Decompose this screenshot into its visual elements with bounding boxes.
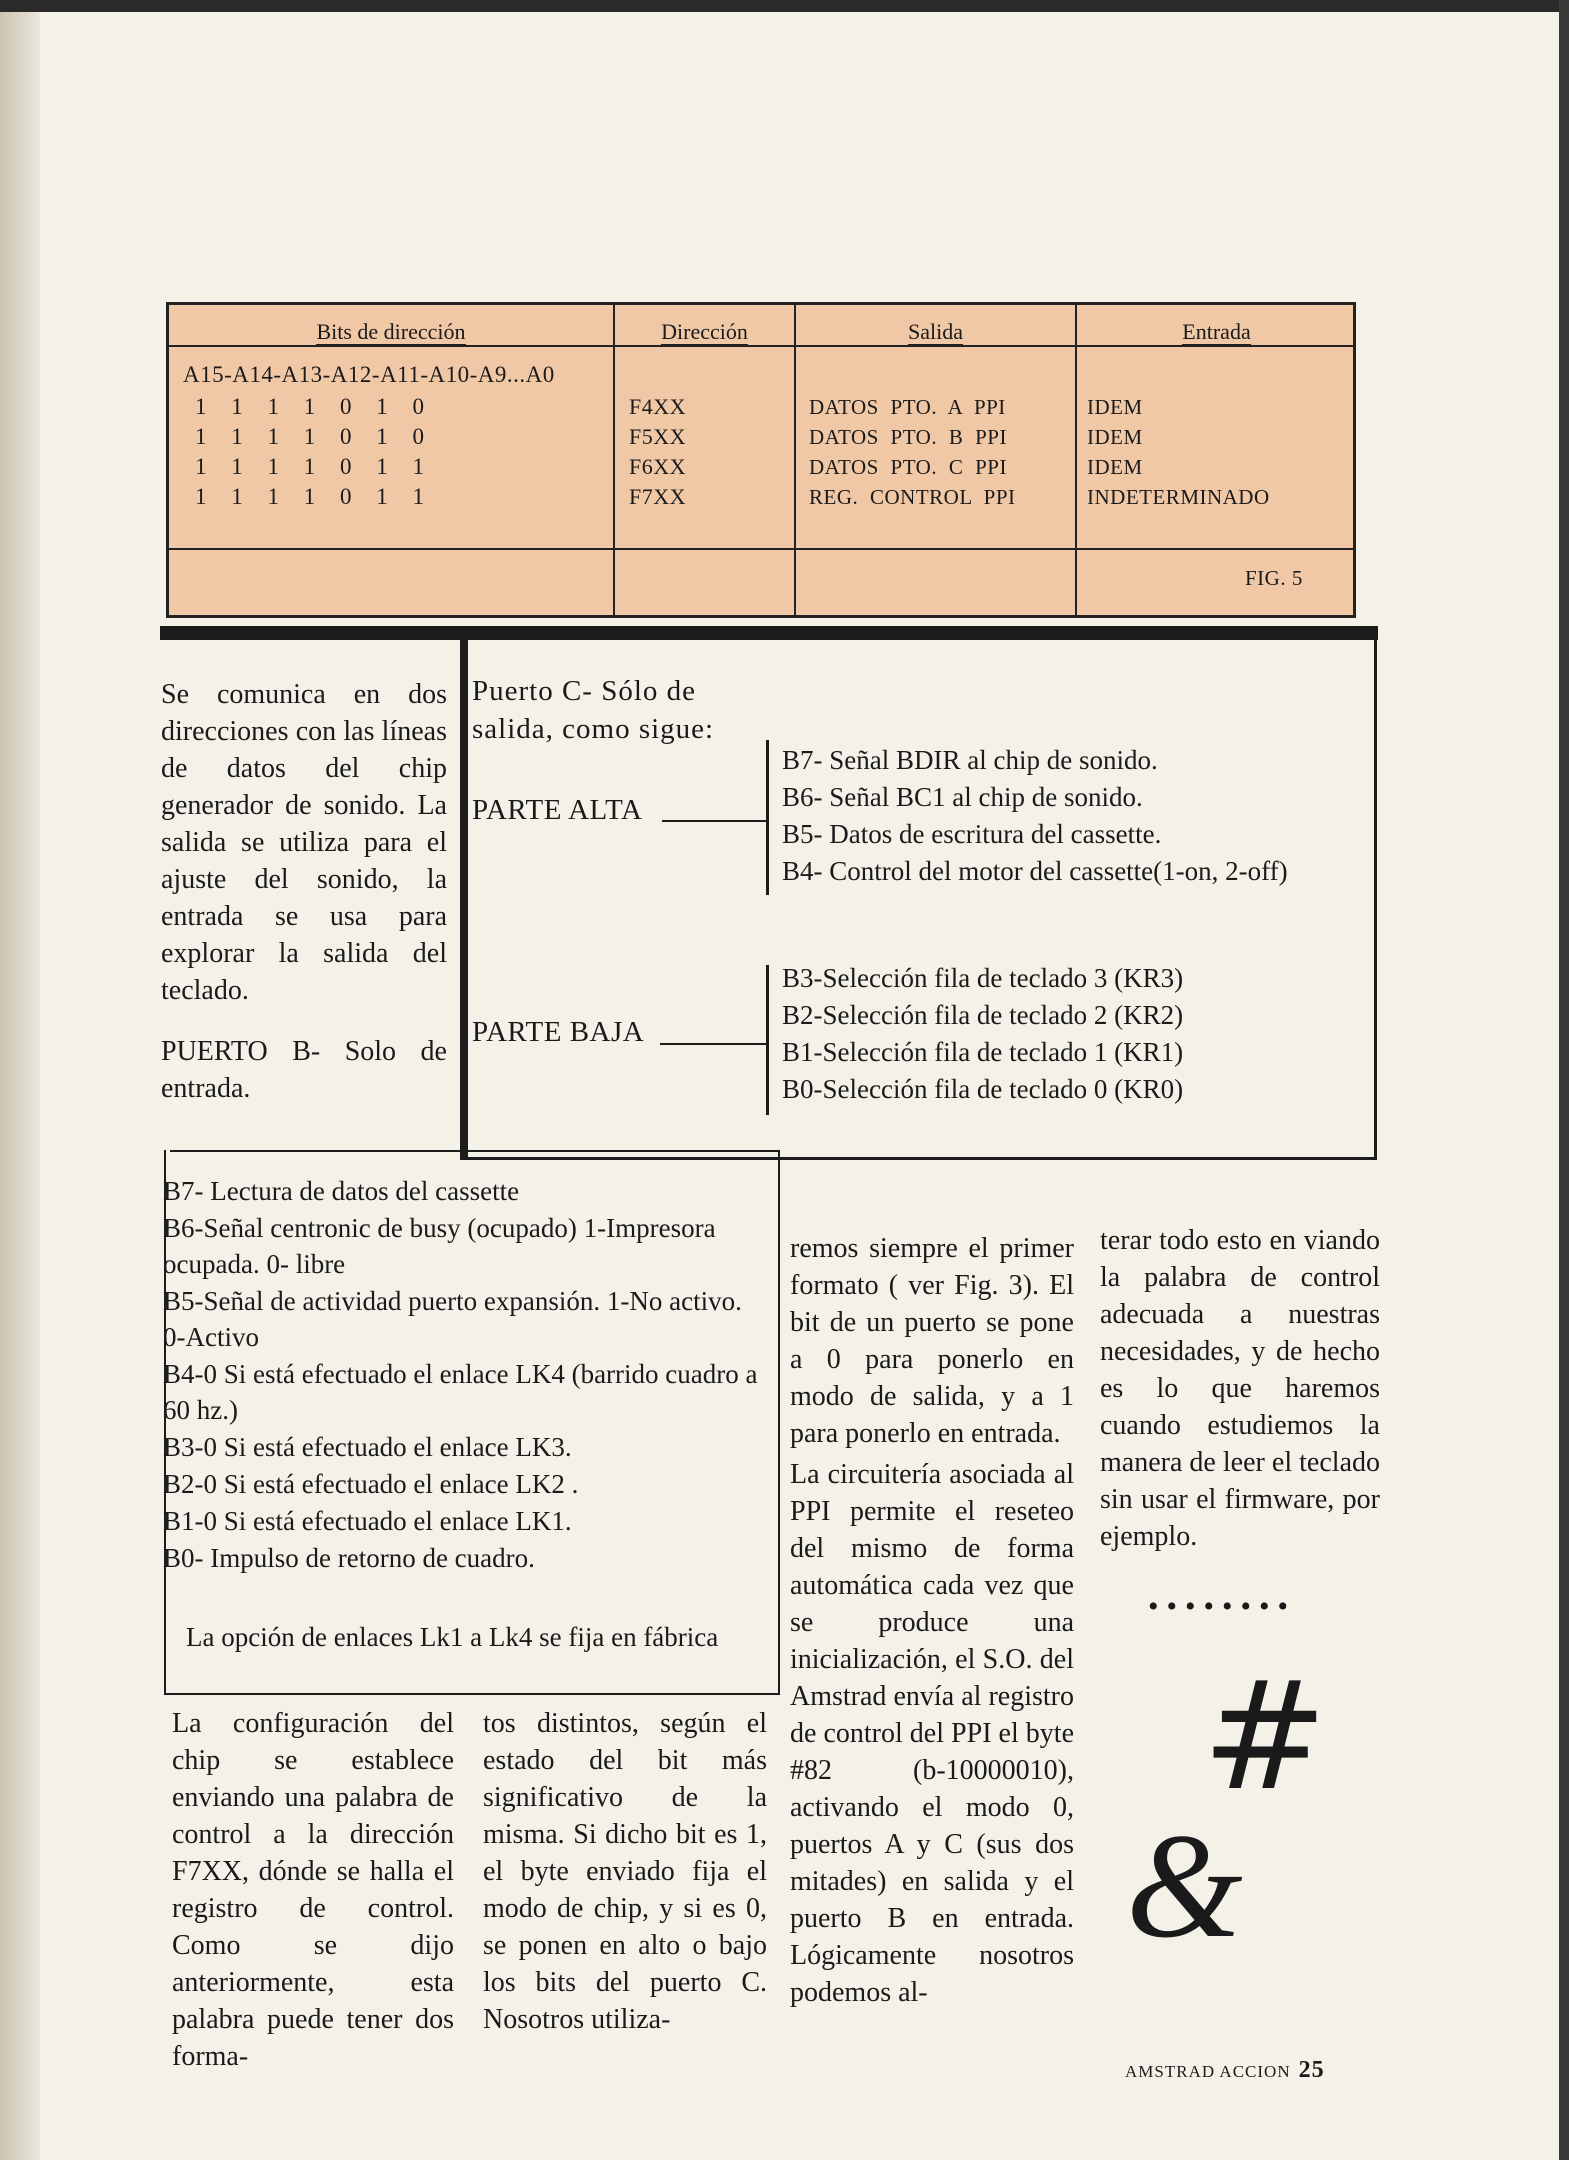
table-divider bbox=[169, 345, 1353, 347]
body-column-4: terar todo esto en viando la palabra de control adecuada a nuestras necesidades, y de hecho es lo que haremos cuando estudiemos la manera de leer el teclado sin usar el firmware, por ejemplo. bbox=[1100, 1225, 1380, 1552]
hash-symbol: # bbox=[1202, 1650, 1328, 1824]
fig5-table bbox=[166, 302, 1356, 618]
table-divider bbox=[1075, 305, 1077, 615]
left-paragraph: Se comunica en dos direcciones con las líneas de datos del chip generador de sonido. La salida se utiliza para el ajuste del sonido, la entrada se usa para explorar la salida del teclado. bbox=[161, 679, 447, 1006]
bit-labels: A15-A14-A13-A12-A11-A10-A9...A0 bbox=[183, 362, 555, 387]
bit-rows: 1 1 1 1 0 1 0 1 1 1 1 0 1 0 1 1 1 1 0 1 1 1 1 1 1 0 1 1 bbox=[195, 394, 425, 509]
page-number: 25 bbox=[1298, 2057, 1325, 2083]
parte-alta-brace bbox=[766, 740, 769, 895]
body-column-2: tos distintos, según el estado del bit más significativo de la misma. Si dicho bit es 1, el byte enviado fija el modo de chip, y si es 0, se ponen en alto o bajo los bits del puerto C. Nosotros utiliza- bbox=[483, 1708, 767, 2035]
parte-baja-bits: B3-Selección fila de teclado 3 (KR3) B2-Selección fila de teclado 2 (KR2) B1-Selección fila de teclado 1 (KR1) B0-Selección fila de teclado 0 (KR0) bbox=[782, 963, 1184, 1104]
table-divider bbox=[169, 548, 1353, 550]
parte-alta-label: PARTE ALTA bbox=[472, 794, 643, 826]
column-3-paragraph-2: La circuitería asociada al PPI permite el reseteo del mismo de forma automática cada vez que se produce una inicialización, el S.O. del Amstrad envía al registro de control del PPI el byte #82 (b-10000010), activando el modo 0, puertos A y C (sus dos mitades) en salida y el puerto B en entrada. Lógicamente nosotros podemos al- bbox=[790, 1459, 1074, 2008]
box-top-line bbox=[170, 1150, 780, 1152]
ampersand-symbol: & bbox=[1126, 1803, 1243, 1969]
header-bits: Bits de dirección bbox=[316, 319, 466, 344]
salida-values: DATOS PTO. A PPI DATOS PTO. B PPI DATOS PTO. C PPI REG. CONTROL PPI bbox=[809, 395, 1016, 509]
direccion-values: F4XX F5XX F6XX F7XX bbox=[629, 394, 687, 509]
parte-baja-brace bbox=[766, 965, 769, 1115]
links-note: La opción de enlaces Lk1 a Lk4 se fija en fábrica bbox=[186, 1622, 719, 1652]
page-gutter bbox=[0, 0, 40, 2160]
parte-alta-connector bbox=[662, 820, 766, 822]
left-column bbox=[161, 676, 447, 1107]
puerto-b-bits: B7- Lectura de datos del cassette B6-Señal centronic de busy (ocupado) 1-Impresora ocupada. 0- libre B5-Señal de actividad puerto expansión. 1-No activo. 0-Activo B4-0 Si está efectuado el enlace LK4 (barrido cuadro a 60 hz.) B3-0 Si está efectuado el enlace LK3. B2-0 Si está efectuado el enlace LK2 . B1-0 Si está efectuado el enlace LK1. B0- Impulso de retorno de cuadro. bbox=[163, 1176, 758, 1573]
table-divider bbox=[794, 305, 796, 615]
column-3-paragraph-1: remos siempre el primer formato ( ver Fig. 3). El bit de un puerto se pone a 0 para ponerlo en modo de salida, y a 1 para ponerlo en entrada. bbox=[790, 1233, 1074, 1449]
page-footer bbox=[1125, 2057, 1325, 2084]
parte-baja-label: PARTE BAJA bbox=[472, 1016, 645, 1048]
fig-caption: FIG. 5 bbox=[1245, 566, 1303, 590]
puerto-b-heading: PUERTO B- Solo de entrada. bbox=[161, 1036, 447, 1104]
top-border bbox=[0, 0, 1569, 12]
magazine-name: AMSTRAD ACCION bbox=[1125, 2062, 1291, 2081]
header-entrada: Entrada bbox=[1182, 319, 1251, 344]
body-column-1: La configuración del chip se establece enviando una palabra de control a la dirección F7XX, dónde se halla el registro de control. Como se dijo anteriormente, esta palabra puede tener dos forma- bbox=[172, 1708, 454, 2072]
header-direccion: Dirección bbox=[661, 319, 748, 344]
puerto-c-title: Puerto C- Sólo de salida, como sigue: bbox=[472, 675, 715, 745]
body-column-3 bbox=[790, 1230, 1074, 2011]
table-divider bbox=[613, 305, 615, 615]
right-border bbox=[1559, 0, 1569, 2160]
parte-baja-connector bbox=[660, 1043, 766, 1045]
entrada-values: IDEM IDEM IDEM INDETERMINADO bbox=[1087, 395, 1270, 509]
dot-ornament: •••••••• bbox=[1148, 1590, 1297, 1623]
parte-alta-bits: B7- Señal BDIR al chip de sonido. B6- Señal BC1 al chip de sonido. B5- Datos de escritura del cassette. B4- Control del motor del cassette(1-on, 2-off) bbox=[782, 745, 1288, 886]
header-salida: Salida bbox=[908, 319, 963, 344]
